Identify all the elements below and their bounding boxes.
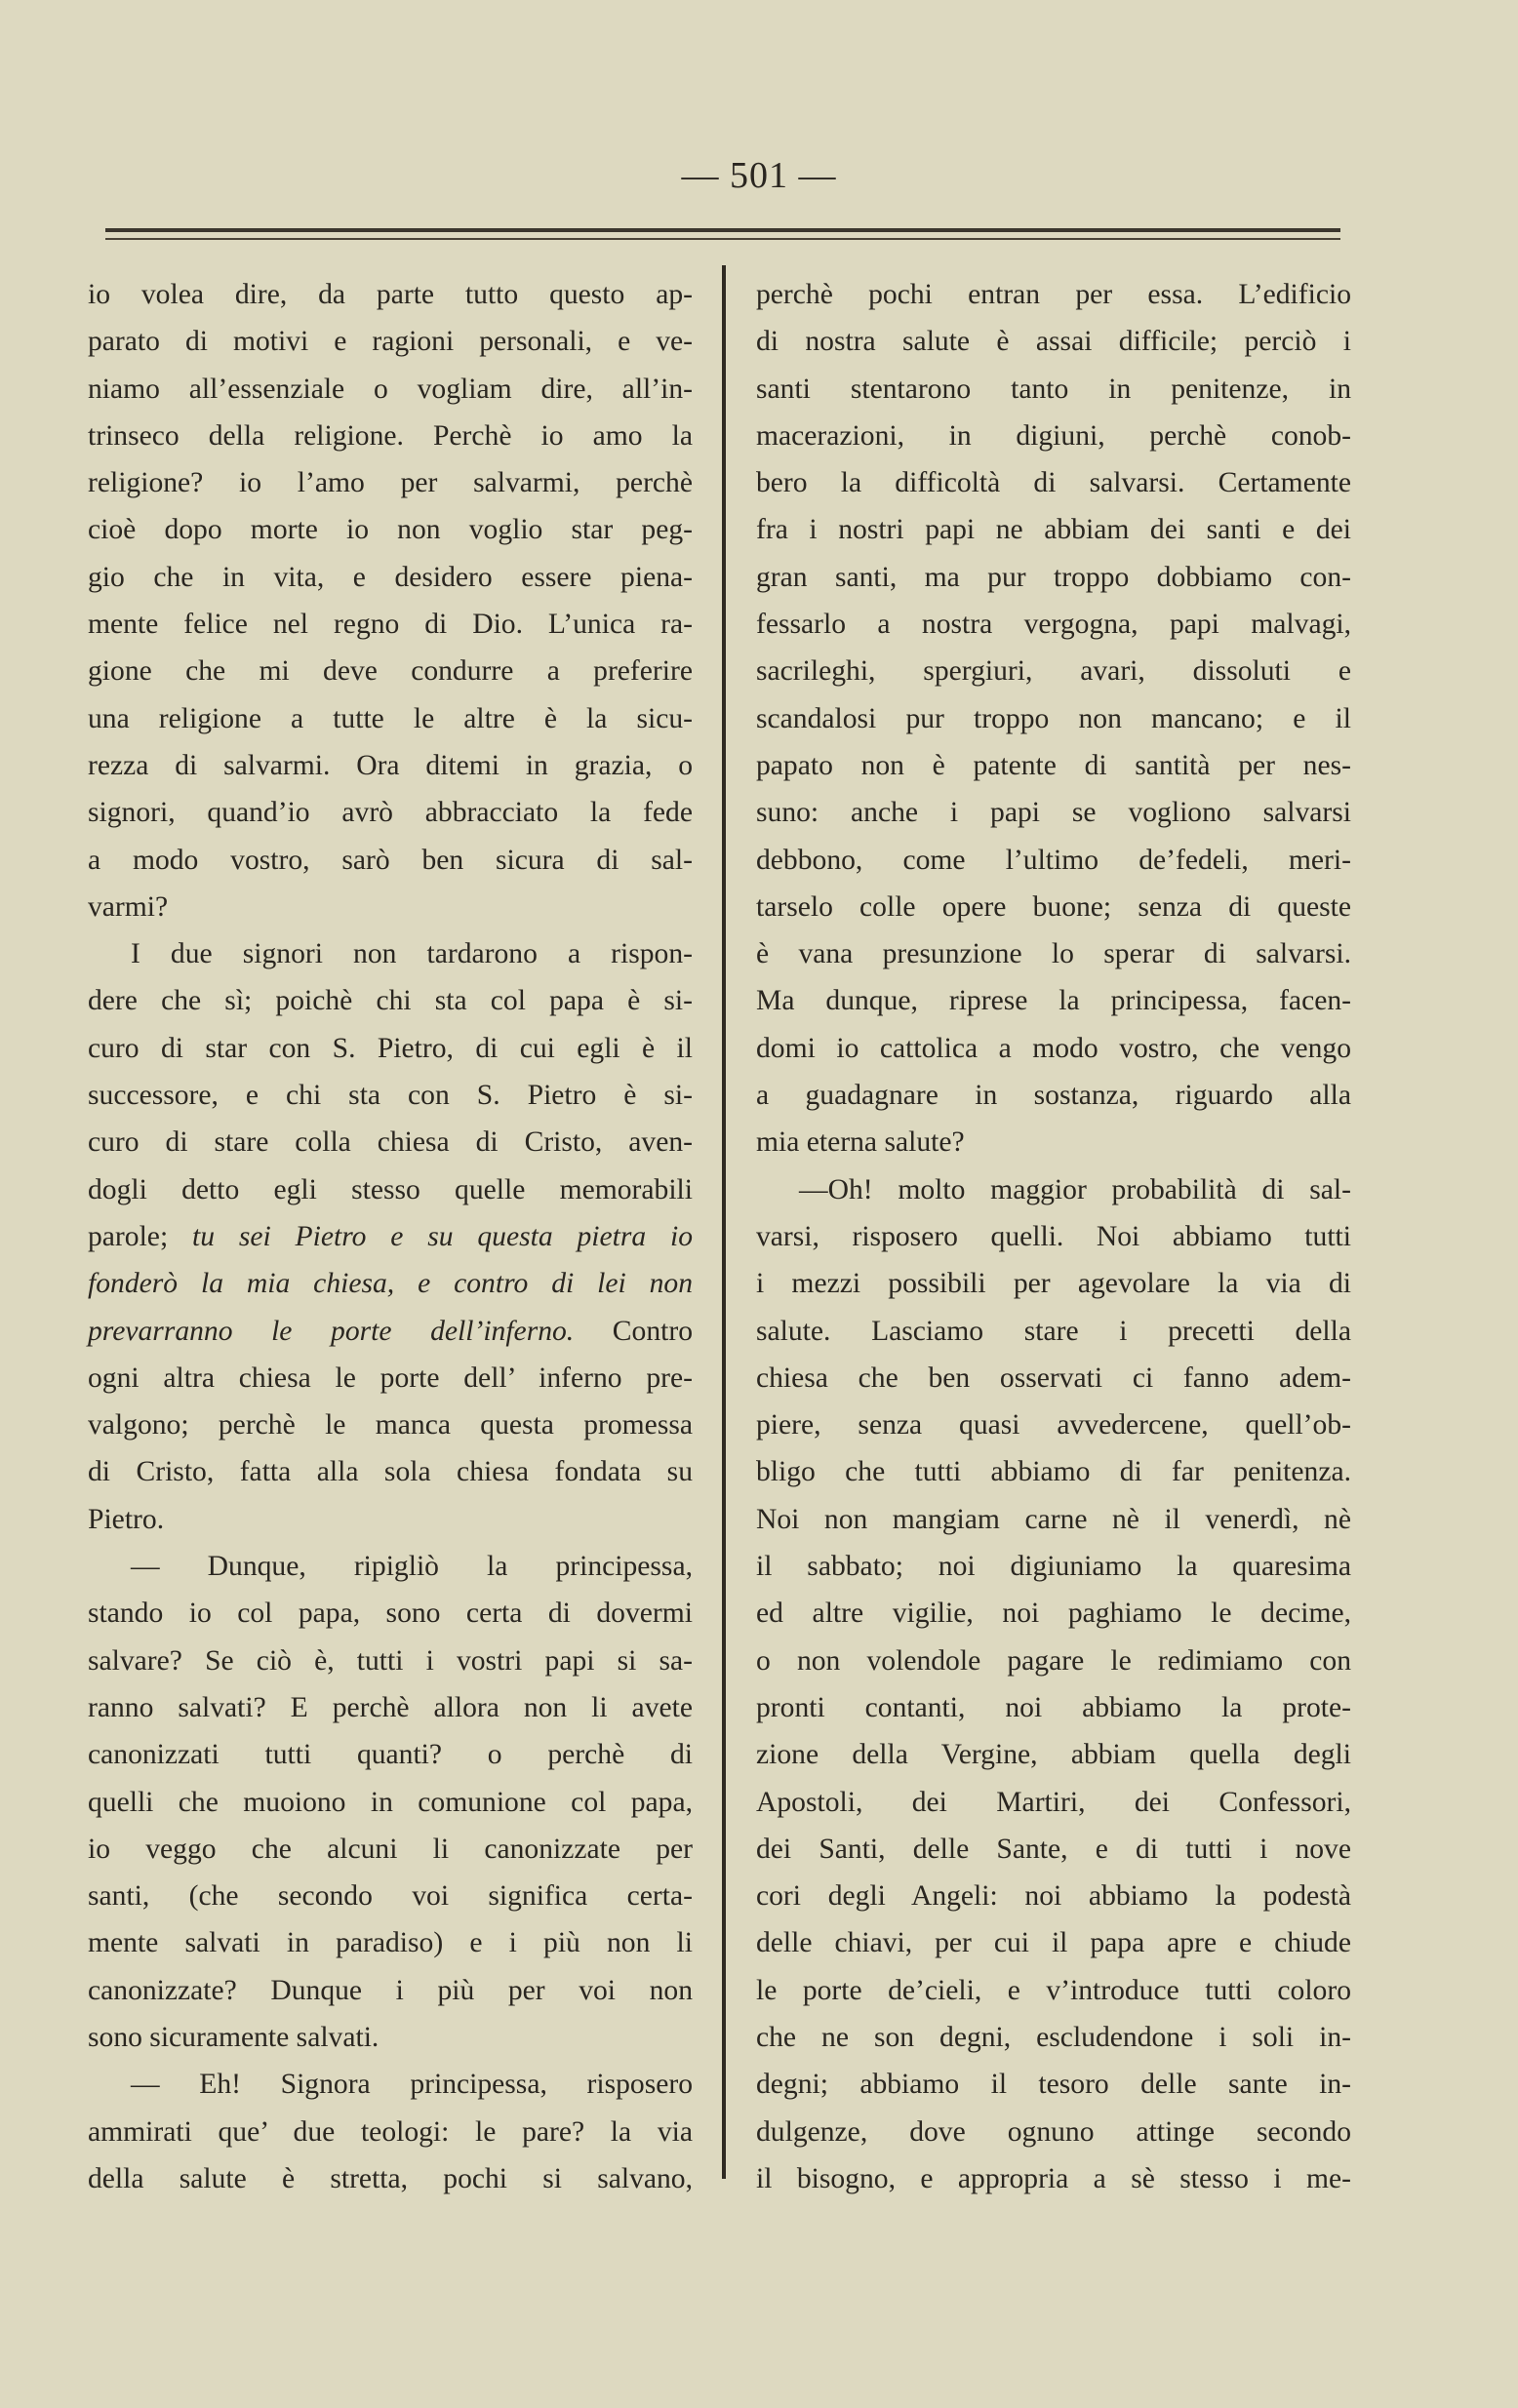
line-text: mente felice nel regno di Dio. L’unica ra- (88, 609, 693, 641)
text-line (756, 884, 1351, 930)
line-text: salute. Lasciamo stare i precetti della (756, 1315, 1351, 1347)
line-text: I due signori non tardarono a rispon- (131, 938, 693, 970)
text-line (88, 1873, 693, 1919)
line-text: mente salvati in paradiso) e i più non li (88, 1927, 693, 1959)
line-text: bligo che tutti abbiamo di far penitenza. (756, 1456, 1351, 1488)
line-text: curo di star con S. Pietro, di cui egli è il (88, 1032, 693, 1064)
text-line (88, 648, 693, 694)
line-text: cioè dopo morte io non voglio star peg- (88, 514, 693, 546)
text-line (756, 413, 1351, 459)
text-line (88, 554, 693, 601)
text-line (756, 1308, 1351, 1355)
text-line (88, 413, 693, 459)
text-line (756, 2155, 1351, 2202)
right-column (756, 271, 1351, 2202)
text-line (88, 1826, 693, 1873)
text-line (756, 1213, 1351, 1260)
line-text: — Eh! Signora principessa, risposero (131, 2069, 693, 2101)
line-text: il sabbato; noi digiuniamo la quaresima (756, 1551, 1351, 1583)
line-text: Apostoli, dei Martiri, dei Confessori, (756, 1786, 1351, 1818)
line-text: canonizzate? Dunque i più per voi non (88, 1974, 693, 2006)
text-line (756, 1826, 1351, 1873)
text-line (88, 1401, 693, 1448)
line-text: santi stentarono tanto in penitenze, in (756, 373, 1351, 405)
text-line (88, 1731, 693, 1778)
text-line (756, 1072, 1351, 1119)
line-text: fra i nostri papi ne abbiam dei santi e dei (756, 514, 1351, 546)
line-text: che ne son degni, escludendone i soli in- (756, 2021, 1351, 2053)
line-text: varsi, risposero quelli. Noi abbiamo tutti (756, 1220, 1351, 1252)
text-line (88, 977, 693, 1024)
text-line (756, 2061, 1351, 2108)
line-text: stando io col papa, sono certa di dovermi (88, 1598, 693, 1630)
line-text: dere che sì; poichè chi sta col papa è si- (88, 985, 693, 1017)
line-italic-text: fonderò la mia chiesa, e contro di lei non (88, 1268, 693, 1300)
text-line (88, 695, 693, 742)
line-text: gio che in vita, e desidero essere piena- (88, 561, 693, 593)
text-line (756, 271, 1351, 318)
line-text: Contro (574, 1315, 693, 1347)
text-line (88, 271, 693, 318)
line-text: delle chiavi, per cui il papa apre e chiude (756, 1927, 1351, 1959)
line-text: parole; (88, 1220, 192, 1252)
text-line (756, 1779, 1351, 1826)
line-text: sono sicuramente salvati. (88, 2021, 380, 2053)
text-line (88, 1308, 693, 1355)
text-line (756, 1543, 1351, 1590)
text-line (88, 366, 693, 413)
line-text: ed altre vigilie, noi paghiamo le decime, (756, 1598, 1351, 1630)
line-text: canonizzati tutti quanti? o perchè di (88, 1739, 693, 1771)
line-text: signori, quand’io avrò abbracciato la fede (88, 797, 693, 829)
text-line (756, 1873, 1351, 1919)
text-line (88, 884, 693, 930)
line-text: degni; abbiamo il tesoro delle sante in- (756, 2069, 1351, 2101)
line-text: pronti contanti, noi abbiamo la prote- (756, 1691, 1351, 1723)
line-text: macerazioni, in digiuni, perchè conob- (756, 419, 1351, 452)
text-line (88, 601, 693, 648)
text-line (88, 1355, 693, 1401)
line-text: a guadagnare in sostanza, riguardo alla (756, 1080, 1351, 1112)
line-text: ammirati que’ due teologi: le pare? la via (88, 2115, 693, 2148)
line-italic-text: prevarranno le porte dell’inferno. (88, 1315, 575, 1347)
text-line (756, 1448, 1351, 1495)
text-line (756, 459, 1351, 506)
text-line (88, 1967, 693, 2014)
text-line (88, 1779, 693, 1826)
line-text: successore, e chi sta con S. Pietro è si- (88, 1080, 693, 1112)
line-text: il bisogno, e appropria a sè stesso i me- (756, 2162, 1351, 2194)
text-line (88, 318, 693, 365)
text-line (756, 930, 1351, 977)
line-text: della salute è stretta, pochi si salvano, (88, 2162, 693, 2194)
line-italic-text: tu sei Pietro e su questa pietra io (192, 1220, 693, 1252)
line-text: trinseco della religione. Perchè io amo la (88, 419, 693, 452)
text-line (756, 1638, 1351, 1684)
line-text: mia eterna salute? (756, 1126, 965, 1159)
text-line (88, 1119, 693, 1165)
line-text: zione della Vergine, abbiam quella degli (756, 1739, 1351, 1771)
text-line (756, 1731, 1351, 1778)
line-text: Noi non mangiam carne nè il venerdì, nè (756, 1503, 1351, 1535)
text-line (88, 1496, 693, 1543)
line-text: niamo all’essenziale o vogliam dire, all’in- (88, 373, 693, 405)
text-line (756, 1496, 1351, 1543)
line-text: piere, senza quasi avvedercene, quell’ob- (756, 1409, 1351, 1441)
text-line (756, 554, 1351, 601)
line-text: quelli che muoiono in comunione col papa, (88, 1786, 693, 1818)
line-text: le porte de’cieli, e v’introduce tutti coloro (756, 1974, 1351, 2006)
text-line (756, 1025, 1351, 1072)
text-line (88, 2014, 693, 2061)
line-text: religione? io l’amo per salvarmi, perchè (88, 467, 693, 499)
line-text: salvare? Se ciò è, tutti i vostri papi si sa- (88, 1644, 693, 1677)
line-text: chiesa che ben osservati ci fanno adem- (756, 1362, 1351, 1394)
text-line (756, 837, 1351, 884)
text-line (756, 1260, 1351, 1307)
line-text: Pietro. (88, 1503, 165, 1535)
line-text: —Oh! molto maggior probabilità di sal- (799, 1173, 1351, 1205)
line-text: io veggo che alcuni li canonizzate per (88, 1833, 693, 1865)
line-text: parato di motivi e ragioni personali, e ve- (88, 326, 693, 358)
text-line (756, 977, 1351, 1024)
text-line (756, 1590, 1351, 1637)
text-line (756, 1684, 1351, 1731)
text-line (88, 1684, 693, 1731)
line-text: rezza di salvarmi. Ora ditemi in grazia, o (88, 749, 693, 781)
line-text: dulgenze, dove ognuno attinge secondo (756, 2115, 1351, 2148)
text-line (88, 459, 693, 506)
line-text: papato non è patente di santità per nes- (756, 749, 1351, 781)
line-text: debbono, come l’ultimo de’fedeli, meri- (756, 844, 1351, 876)
line-text: scandalosi pur troppo non mancano; e il (756, 702, 1351, 734)
text-line (88, 1448, 693, 1495)
text-line (756, 1355, 1351, 1401)
text-line (88, 742, 693, 789)
text-line (88, 1919, 693, 1966)
line-text: — Dunque, ripigliò la principessa, (131, 1551, 693, 1583)
line-text: sacrileghi, spergiuri, avari, dissoluti e (756, 655, 1351, 688)
line-text: gione che mi deve condurre a preferire (88, 655, 693, 688)
text-line (756, 1967, 1351, 2014)
line-text: Ma dunque, riprese la principessa, facen- (756, 985, 1351, 1017)
left-column (88, 271, 693, 2202)
line-text: o non volendole pagare le redimiamo con (756, 1644, 1351, 1677)
text-line (88, 506, 693, 553)
line-text: tarselo colle opere buone; senza di queste (756, 890, 1351, 923)
text-line (756, 1166, 1351, 1213)
text-line (88, 930, 693, 977)
line-text: curo di stare colla chiesa di Cristo, aven- (88, 1126, 693, 1159)
text-line (88, 1072, 693, 1119)
text-line (88, 789, 693, 836)
header-rule (105, 228, 1340, 232)
line-text: i mezzi possibili per agevolare la via di (756, 1268, 1351, 1300)
text-line (88, 2155, 693, 2202)
line-text: valgono; perchè le manca questa promessa (88, 1409, 693, 1441)
text-line (756, 1119, 1351, 1165)
text-line (756, 2014, 1351, 2061)
text-line (756, 366, 1351, 413)
text-line (756, 1401, 1351, 1448)
text-line (88, 2109, 693, 2155)
page-number: — 501 — (681, 155, 837, 196)
line-text: varmi? (88, 890, 169, 923)
line-text: ogni altra chiesa le porte dell’ inferno pre- (88, 1362, 693, 1394)
text-line (88, 837, 693, 884)
column-divider (722, 265, 726, 2179)
line-text: cori degli Angeli: noi abbiamo la podestà (756, 1880, 1351, 1913)
line-text: fessarlo a nostra vergogna, papi malvagi, (756, 609, 1351, 641)
line-text: bero la difficoltà di salvarsi. Certamente (756, 467, 1351, 499)
text-line (756, 601, 1351, 648)
text-line (88, 1543, 693, 1590)
line-text: santi, (che secondo voi significa certa- (88, 1880, 693, 1913)
line-text: gran santi, ma pur troppo dobbiamo con- (756, 561, 1351, 593)
line-text: suno: anche i papi se vogliono salvarsi (756, 797, 1351, 829)
text-line (756, 789, 1351, 836)
text-line (756, 506, 1351, 553)
text-line (756, 2109, 1351, 2155)
line-text: ranno salvati? E perchè allora non li avete (88, 1691, 693, 1723)
line-text: io volea dire, da parte tutto questo ap- (88, 279, 693, 310)
text-line (756, 318, 1351, 365)
text-line (88, 1260, 693, 1307)
header-rule-secondary (105, 238, 1340, 240)
text-line (756, 1919, 1351, 1966)
line-text: di nostra salute è assai difficile; perciò i (756, 326, 1351, 358)
line-text: dogli detto egli stesso quelle memorabili (88, 1173, 693, 1205)
text-line (756, 695, 1351, 742)
text-line (88, 1025, 693, 1072)
text-line (88, 1638, 693, 1684)
line-text: una religione a tutte le altre è la sicu- (88, 702, 693, 734)
line-text: di Cristo, fatta alla sola chiesa fondata su (88, 1456, 693, 1488)
line-text: a modo vostro, sarò ben sicura di sal- (88, 844, 693, 876)
text-line (88, 1166, 693, 1213)
text-line (756, 742, 1351, 789)
text-line (88, 1590, 693, 1637)
text-line (88, 2061, 693, 2108)
text-line (756, 648, 1351, 694)
line-text: domi io cattolica a modo vostro, che vengo (756, 1032, 1351, 1064)
line-text: è vana presunzione lo sperar di salvarsi. (756, 938, 1351, 970)
text-line (88, 1213, 693, 1260)
line-text: dei Santi, delle Sante, e di tutti i nove (756, 1833, 1351, 1865)
line-text: perchè pochi entran per essa. L’edificio (756, 279, 1351, 310)
